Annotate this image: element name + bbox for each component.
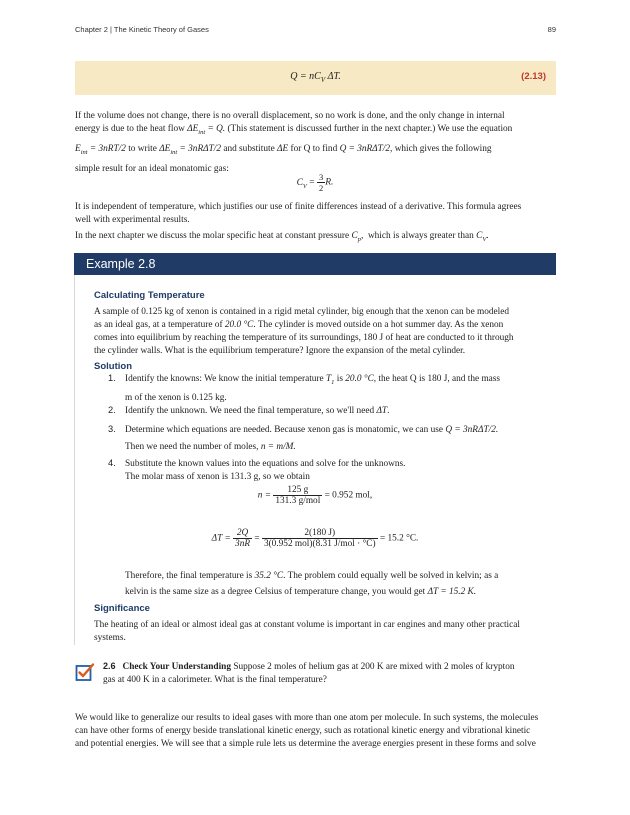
paragraph-4: We would like to generalize our results to ideal gases with more than one atom per molecule. In such systems, the molecules can have other forms of energy beside translational kinetic energy, such as rotational kinetic energy and vibrational kinetic and potential energies. We will see that a simple rule lets us determine the average energies present in these forms and solve (75, 713, 539, 749)
example-conclusion: Therefore, the final temperature is 35.2 °C. The problem could equally well be solved in kelvin; as a kelvin is the same size as a degree Celsius of temperature change, you would get ΔT = 15.2 K. (125, 571, 499, 597)
paragraph-2: It is independent of temperature, which justifies our use of finite differences instead of a derivative. This formula agrees well with experimental results. (75, 202, 522, 225)
equation-2-13: $Q = nC_V$ ΔT. (290, 71, 341, 84)
cv-equation: $C_V$ = $\frac{3}{2}$ R. (296, 172, 334, 193)
example-problem: A sample of 0.125 kg of xenon is contained in a rigid metal cylinder, big enough that the xenon can be modeled as an ideal gas, at a temperature of 20.0 °C. The cylinder is moved outside on a hot summer day. As the xenon comes into equilibrium by reaching the temperature of its surroundings, 180 J of heat are conducted to it through the cylinder walls. What is the equilibrium temperature? Ignore the expansion of the metal cylinder. (94, 307, 514, 356)
example-heading-significance: Significance (94, 603, 150, 614)
check-understanding: 2.6 Check Your Understanding Suppose 2 moles of helium gas at 200 K are mixed with 2 moles of krypton gas at 400 K in a calorimeter. What is the final temperature? (103, 661, 515, 685)
example-title-bar: Example 2.8 (74, 253, 556, 275)
moles-equation: n = $\frac{125 g}{\text{131.3 g/mol}}$ = 0.952 mol, (257, 485, 373, 506)
step-1-number: 1. (108, 373, 116, 383)
example-significance: The heating of an ideal or almost ideal gas at constant volume is important in car engines and many other practical systems. (94, 620, 520, 643)
step-2-number: 2. (108, 405, 116, 415)
paragraph-3: In the next chapter we discuss the molar specific heat at constant pressure $C_p$, which is always greater than $C_V$. (75, 231, 489, 243)
example-border (74, 275, 75, 645)
step-4: Substitute the known values into the equations and solve for the unknowns. The molar mass of xenon is 131.3 g, so we obtain (125, 459, 406, 482)
example-heading-calculating: Calculating Temperature (94, 290, 205, 301)
checkbox-pencil-icon (75, 662, 95, 682)
equation-box (75, 61, 556, 95)
delta-t-equation: ΔT = $\frac{2Q}{3nR}$ = $\frac{2(180 J)}{\text{3(0.952 mol)(8.31 J/mol · °C)}}$ = 15.2 °C. (211, 528, 419, 549)
step-4-number: 4. (108, 458, 116, 468)
chapter-header: Chapter 2 | The Kinetic Theory of Gases (75, 25, 209, 34)
equation-number: (2.13) (521, 71, 546, 82)
example-heading-solution: Solution (94, 361, 132, 372)
step-3-number: 3. (108, 424, 116, 434)
page-number: 89 (547, 25, 556, 34)
paragraph-1: If the volume does not change, there is no overall displacement, so no work is done, and the only change in internal energy is due to the heat flow $\Delta E_{int} = Q$. (This statement is discussed further in the next chapter.) We use the equation $E_{int} = 3nRT/2$ to write $\Delta E_{int} = 3nR\Delta T/2$ and substitute ΔE for Q to find Q = 3nRΔT/2, which gives the following simple result for an ideal monatomic gas: (75, 111, 513, 174)
step-2: Identify the unknown. We need the final temperature, so we'll need ΔT. (125, 406, 390, 416)
step-1: Identify the knowns: We know the initial temperature $T_1$ is 20.0 °C, the heat Q is 180 J, and the mass m of the xenon is 0.125 kg. (125, 374, 501, 403)
step-3: Determine which equations are needed. Because xenon gas is monatomic, we can use Q = 3nRΔT/2. Then we need the number of moles, n = m/M. (125, 425, 499, 452)
